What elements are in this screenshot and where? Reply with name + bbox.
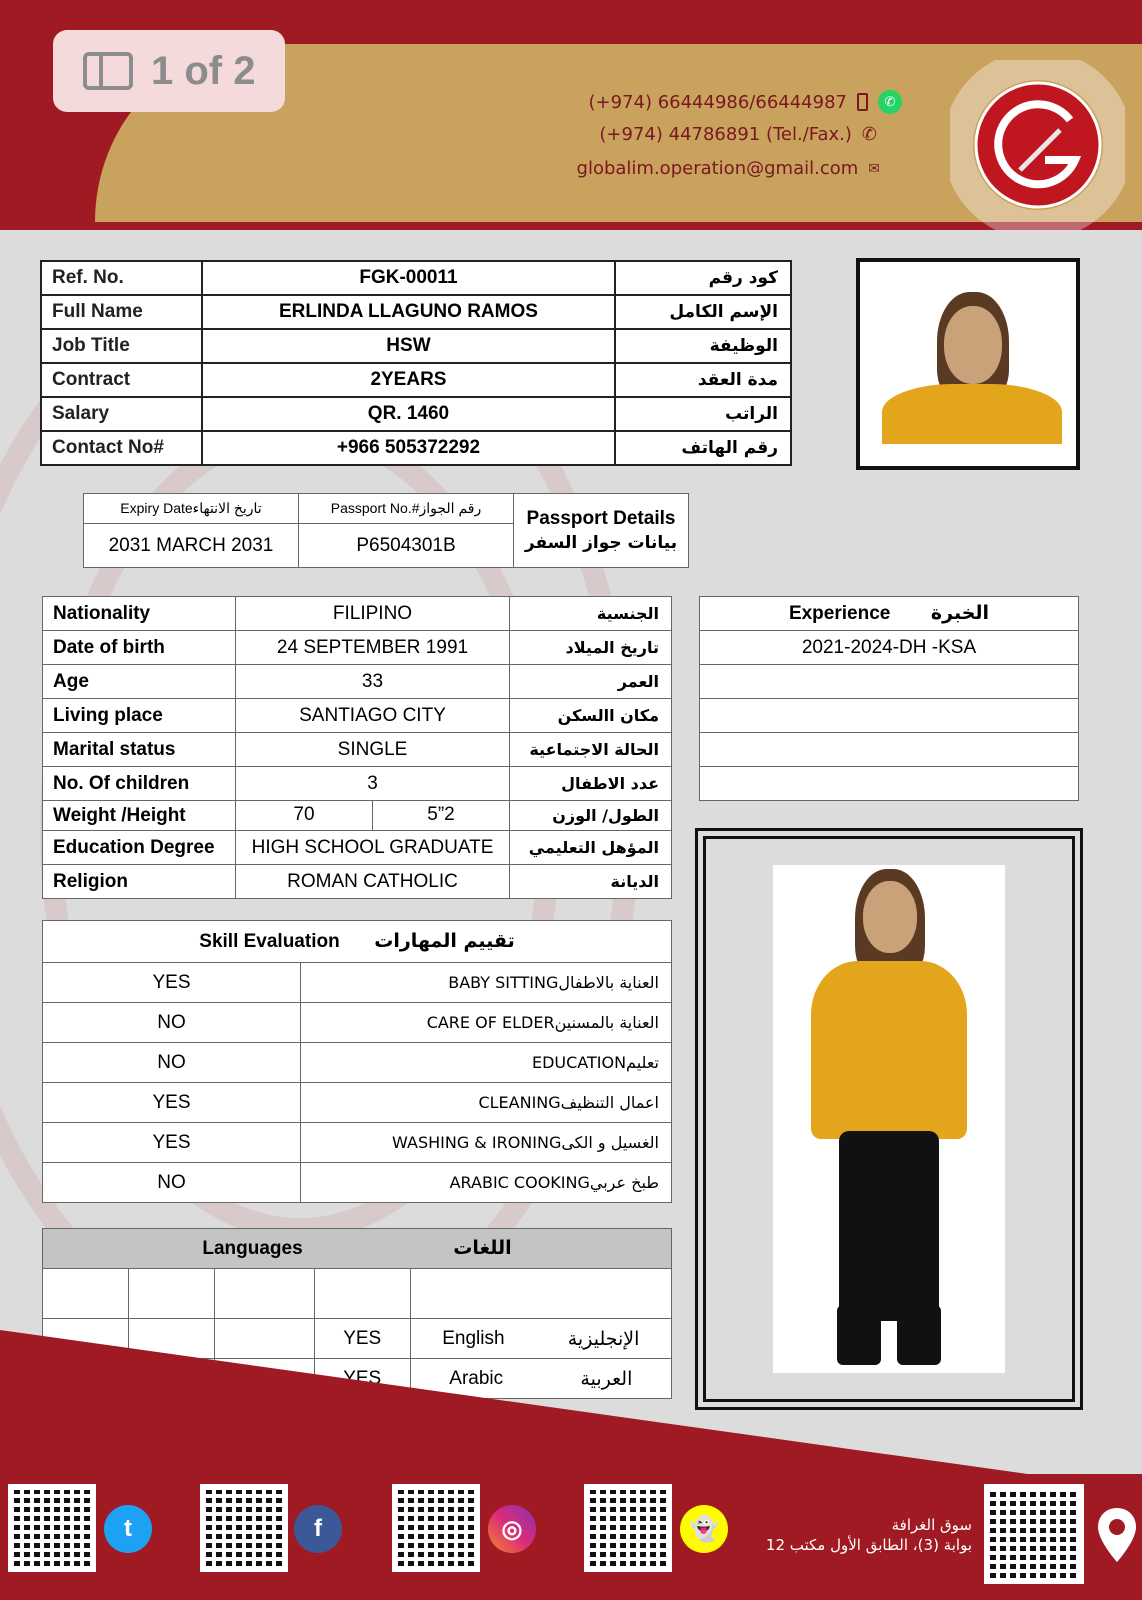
col-header-en: Reading xyxy=(133,1293,209,1315)
language-col-header xyxy=(314,1269,410,1319)
skill-row xyxy=(43,963,672,1003)
email-address: globalim.operation@gmail.com xyxy=(576,158,859,179)
field-label: Full Name xyxy=(41,295,202,329)
personal-row xyxy=(43,665,672,699)
address-line-1: سوق الغرافة xyxy=(891,1516,972,1534)
personal-label: Nationality xyxy=(43,597,236,631)
field-label: Ref. No. xyxy=(41,261,202,295)
expiry-header: Expiry Dateتاريخ الانتهاء xyxy=(84,494,299,524)
field-label-ar: رقم الهاتف xyxy=(615,431,791,465)
personal-value: 24 SEPTEMBER 1991 xyxy=(236,631,510,665)
field-value: FGK-00011 xyxy=(202,261,616,295)
language-name-en: Arabic xyxy=(449,1367,504,1389)
fullbody-frame xyxy=(695,828,1083,1410)
language-name-ar: الإنجليزية xyxy=(567,1327,640,1350)
skill-name: BABY SITTINGالعناية بالاطفال xyxy=(301,963,672,1003)
col-header-en: Language xyxy=(495,1293,586,1315)
experience-table xyxy=(699,596,1079,801)
mail-icon: ✉ xyxy=(868,160,880,177)
language-speaking: YES xyxy=(314,1319,410,1359)
personal-table xyxy=(42,596,672,899)
personal-label-ar: مكان االسكن xyxy=(510,699,672,733)
edu-label: Education Degree xyxy=(43,831,236,865)
experience-row xyxy=(700,767,1079,801)
field-value: ERLINDA LLAGUNO RAMOS xyxy=(202,295,616,329)
skill-row xyxy=(43,1163,672,1203)
experience-entry xyxy=(700,733,1079,767)
page-indicator-label: 1 of 2 xyxy=(151,48,256,93)
field-label: Contact No# xyxy=(41,431,202,465)
contact-tel xyxy=(599,124,877,145)
field-value: QR. 1460 xyxy=(202,397,616,431)
passport-expiry: 2031 MARCH 2031 xyxy=(84,524,299,568)
skill-row xyxy=(43,1043,672,1083)
experience-title-en: Experience xyxy=(788,603,891,624)
experience-row xyxy=(700,733,1079,767)
skills-table xyxy=(42,920,672,1203)
instagram-icon[interactable]: ◎ xyxy=(488,1505,536,1553)
field-value: HSW xyxy=(202,329,616,363)
weight-height-cell xyxy=(236,801,510,831)
main-info-row xyxy=(41,261,791,295)
personal-value: SINGLE xyxy=(236,733,510,767)
sidebar-toggle-icon xyxy=(83,52,133,90)
skills-title-ar: تقييم المهارات xyxy=(374,930,515,952)
skill-row xyxy=(43,1003,672,1043)
personal-row xyxy=(43,733,672,767)
field-label: Contract xyxy=(41,363,202,397)
personal-value: 3 xyxy=(236,767,510,801)
passport-number: P6504301B xyxy=(299,524,514,568)
experience-title-ar: الخبرة xyxy=(930,602,990,624)
language-speaking: YES xyxy=(314,1359,410,1399)
personal-value: 33 xyxy=(236,665,510,699)
fullbody-photo xyxy=(773,865,1005,1373)
col-header-en: Speaking xyxy=(319,1293,405,1315)
field-label-ar: الراتب xyxy=(615,397,791,431)
qr-code-twitter[interactable] xyxy=(8,1484,96,1572)
main-info-row xyxy=(41,295,791,329)
twitter-icon[interactable]: t xyxy=(104,1505,152,1553)
language-col-header xyxy=(410,1269,671,1319)
field-label-ar: الإسم الكامل xyxy=(615,295,791,329)
language-col-header xyxy=(43,1269,129,1319)
personal-value: FILIPINO xyxy=(236,597,510,631)
company-logo xyxy=(950,60,1125,230)
language-col-header xyxy=(128,1269,214,1319)
skill-row xyxy=(43,1083,672,1123)
personal-label-ar: عدد الاطفال xyxy=(510,767,672,801)
field-label-ar: الوظيفة xyxy=(615,329,791,363)
skill-name: CARE OF ELDERالعناية بالمسنين xyxy=(301,1003,672,1043)
personal-label: Living place xyxy=(43,699,236,733)
location-pin-icon[interactable] xyxy=(1098,1508,1136,1562)
language-name-en: English xyxy=(442,1327,505,1349)
edu-ar: المؤهل التعليمي xyxy=(510,831,672,865)
languages-header xyxy=(43,1229,672,1269)
personal-label-ar: الحالة الاجتماعية xyxy=(510,733,672,767)
personal-row xyxy=(43,631,672,665)
language-listening xyxy=(214,1319,314,1359)
language-name xyxy=(410,1319,671,1359)
weight-value: 70 xyxy=(236,801,373,830)
skill-value: NO xyxy=(43,1003,301,1043)
languages-title-ar: اللغات xyxy=(453,1237,512,1259)
skill-name: EDUCATIONتعليم xyxy=(301,1043,672,1083)
mobile-number: (+974) 66444986/66444987 xyxy=(588,91,847,113)
main-info-row xyxy=(41,397,791,431)
mobile-icon xyxy=(857,93,868,111)
headshot-frame xyxy=(856,258,1080,470)
experience-entry: 2021-2024-DH -KSA xyxy=(700,631,1079,665)
col-header-ar: اللغة xyxy=(522,1271,560,1294)
field-label-ar: كود رقم xyxy=(615,261,791,295)
skill-value: NO xyxy=(43,1163,301,1203)
field-label-ar: مدة العقد xyxy=(615,363,791,397)
experience-row xyxy=(700,699,1079,733)
skill-value: NO xyxy=(43,1043,301,1083)
weight-ar: الطول/ الوزن xyxy=(510,801,672,831)
personal-value: SANTIAGO CITY xyxy=(236,699,510,733)
experience-row xyxy=(700,631,1079,665)
col-header-ar: تحدث xyxy=(339,1271,385,1294)
qr-code-location[interactable] xyxy=(984,1484,1084,1584)
religion-label: Religion xyxy=(43,865,236,899)
personal-label: No. Of children xyxy=(43,767,236,801)
main-info-row xyxy=(41,363,791,397)
passport-number-header: Passport No.#رقم الجواز xyxy=(299,494,514,524)
qr-code-facebook[interactable] xyxy=(200,1484,288,1572)
phone-icon: ✆ xyxy=(861,124,877,145)
main-info-table xyxy=(40,260,792,466)
passport-title-ar: بيانات جواز السفر xyxy=(524,532,678,553)
personal-row xyxy=(43,597,672,631)
skill-value: YES xyxy=(43,1083,301,1123)
skill-row xyxy=(43,1123,672,1163)
religion-value: ROMAN CATHOLIC xyxy=(236,865,510,899)
personal-row xyxy=(43,699,672,733)
contact-mobile xyxy=(588,90,902,114)
religion-ar: الديانة xyxy=(510,865,672,899)
personal-label: Date of birth xyxy=(43,631,236,665)
skill-name: WASHING & IRONINGالغسيل و الكى xyxy=(301,1123,672,1163)
skill-name: CLEANINGاعمال التنظيف xyxy=(301,1083,672,1123)
passport-table xyxy=(83,493,689,568)
experience-entry xyxy=(700,665,1079,699)
skill-value: YES xyxy=(43,963,301,1003)
experience-header xyxy=(700,597,1079,631)
main-info-row xyxy=(41,329,791,363)
field-label: Salary xyxy=(41,397,202,431)
whatsapp-icon: ✆ xyxy=(878,90,902,114)
passport-title-en: Passport Details xyxy=(526,507,676,529)
field-value: 2YEARS xyxy=(202,363,616,397)
facebook-icon[interactable]: f xyxy=(294,1505,342,1553)
experience-entry xyxy=(700,767,1079,801)
page-indicator[interactable] xyxy=(53,30,285,112)
col-header-ar: استماع xyxy=(236,1271,292,1294)
personal-label-ar: تاريخ الميلاد xyxy=(510,631,672,665)
snapchat-icon[interactable]: 👻 xyxy=(680,1505,728,1553)
col-header-ar: كتابة xyxy=(67,1271,104,1294)
language-name xyxy=(410,1359,671,1399)
personal-label: Age xyxy=(43,665,236,699)
col-header-en: Writing xyxy=(52,1293,118,1315)
personal-label-ar: الجنسية xyxy=(510,597,672,631)
skills-title-en: Skill Evaluation xyxy=(199,931,340,952)
weight-label: Weight /Height xyxy=(43,801,236,831)
edu-value: HIGH SCHOOL GRADUATE xyxy=(236,831,510,865)
personal-label-ar: العمر xyxy=(510,665,672,699)
experience-entry xyxy=(700,699,1079,733)
headshot-photo xyxy=(872,284,1064,444)
qr-code-snapchat[interactable] xyxy=(584,1484,672,1572)
languages-title-en: Languages xyxy=(202,1238,303,1259)
footer-address xyxy=(766,1515,972,1555)
skills-header xyxy=(43,921,672,963)
field-value: +966 505372292 xyxy=(202,431,616,465)
personal-label: Marital status xyxy=(43,733,236,767)
skill-value: YES xyxy=(43,1123,301,1163)
main-info-row xyxy=(41,431,791,465)
col-header-en: Listening xyxy=(222,1293,307,1315)
height-value: 5”2 xyxy=(427,804,455,825)
address-line-2: بوابة (3)، الطابق الأول مكتب 12 xyxy=(765,1536,972,1554)
language-name-ar: العربية xyxy=(580,1367,633,1390)
experience-row xyxy=(700,665,1079,699)
passport-title xyxy=(514,494,689,568)
col-header-ar: قراءة xyxy=(149,1271,194,1294)
contact-email xyxy=(577,158,880,179)
qr-code-instagram[interactable] xyxy=(392,1484,480,1572)
personal-row xyxy=(43,767,672,801)
field-label: Job Title xyxy=(41,329,202,363)
tel-number: (+974) 44786891 (Tel./Fax.) xyxy=(599,124,852,145)
language-col-header xyxy=(214,1269,314,1319)
skill-name: ARABIC COOKINGطبخ عربي xyxy=(301,1163,672,1203)
